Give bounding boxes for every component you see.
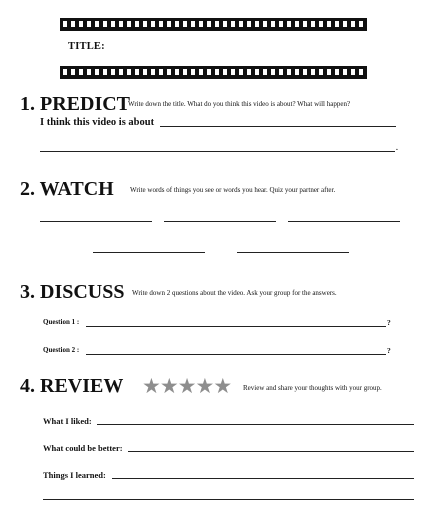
question-1-mark: ? <box>387 318 391 327</box>
star-icon[interactable]: ★ <box>142 374 160 398</box>
star-icon[interactable]: ★ <box>213 374 232 398</box>
liked-line[interactable] <box>97 424 414 425</box>
watch-word-line-2[interactable] <box>164 221 276 222</box>
better-label: What could be better: <box>43 443 123 453</box>
star-icon[interactable]: ★ <box>195 374 214 398</box>
predict-prompt: I think this video is about <box>40 117 155 128</box>
question-2-mark: ? <box>387 346 391 355</box>
question-2-label: Question 2 : <box>43 346 80 354</box>
review-heading: 4. REVIEW <box>20 375 124 397</box>
liked-label: What I liked: <box>43 416 92 426</box>
film-strip-top <box>60 18 367 31</box>
title-label: TITLE: <box>68 41 105 52</box>
rating-stars[interactable] <box>142 374 231 399</box>
predict-heading: 1. PREDICT <box>20 93 131 115</box>
star-icon[interactable]: ★ <box>177 374 196 398</box>
better-line[interactable] <box>128 451 414 452</box>
watch-word-line-1[interactable] <box>40 221 152 222</box>
watch-word-line-4[interactable] <box>93 252 205 253</box>
question-1-line[interactable] <box>86 326 386 327</box>
learned-label: Things I learned: <box>43 470 106 480</box>
predict-instructions: Write down the title. What do you think this video is about? What will happen? <box>128 100 351 108</box>
predict-answer-line-1[interactable] <box>160 126 396 127</box>
question-1-label: Question 1 : <box>43 318 80 326</box>
discuss-instructions: Write down 2 questions about the video. Ask your group for the answers. <box>132 289 337 297</box>
star-icon[interactable]: ★ <box>159 374 178 398</box>
discuss-heading: 3. DISCUSS <box>20 281 125 303</box>
learned-line-1[interactable] <box>112 478 414 479</box>
watch-word-line-3[interactable] <box>288 221 400 222</box>
learned-line-2[interactable] <box>43 499 414 500</box>
question-2-line[interactable] <box>86 354 386 355</box>
predict-answer-line-2[interactable] <box>40 151 395 152</box>
predict-period: . <box>396 143 398 152</box>
review-instructions: Review and share your thoughts with your group. <box>243 384 382 392</box>
watch-heading: 2. WATCH <box>20 178 114 200</box>
film-strip-bottom <box>60 66 367 79</box>
watch-instructions: Write words of things you see or words you hear. Quiz your partner after. <box>130 186 336 194</box>
watch-word-line-5[interactable] <box>237 252 349 253</box>
